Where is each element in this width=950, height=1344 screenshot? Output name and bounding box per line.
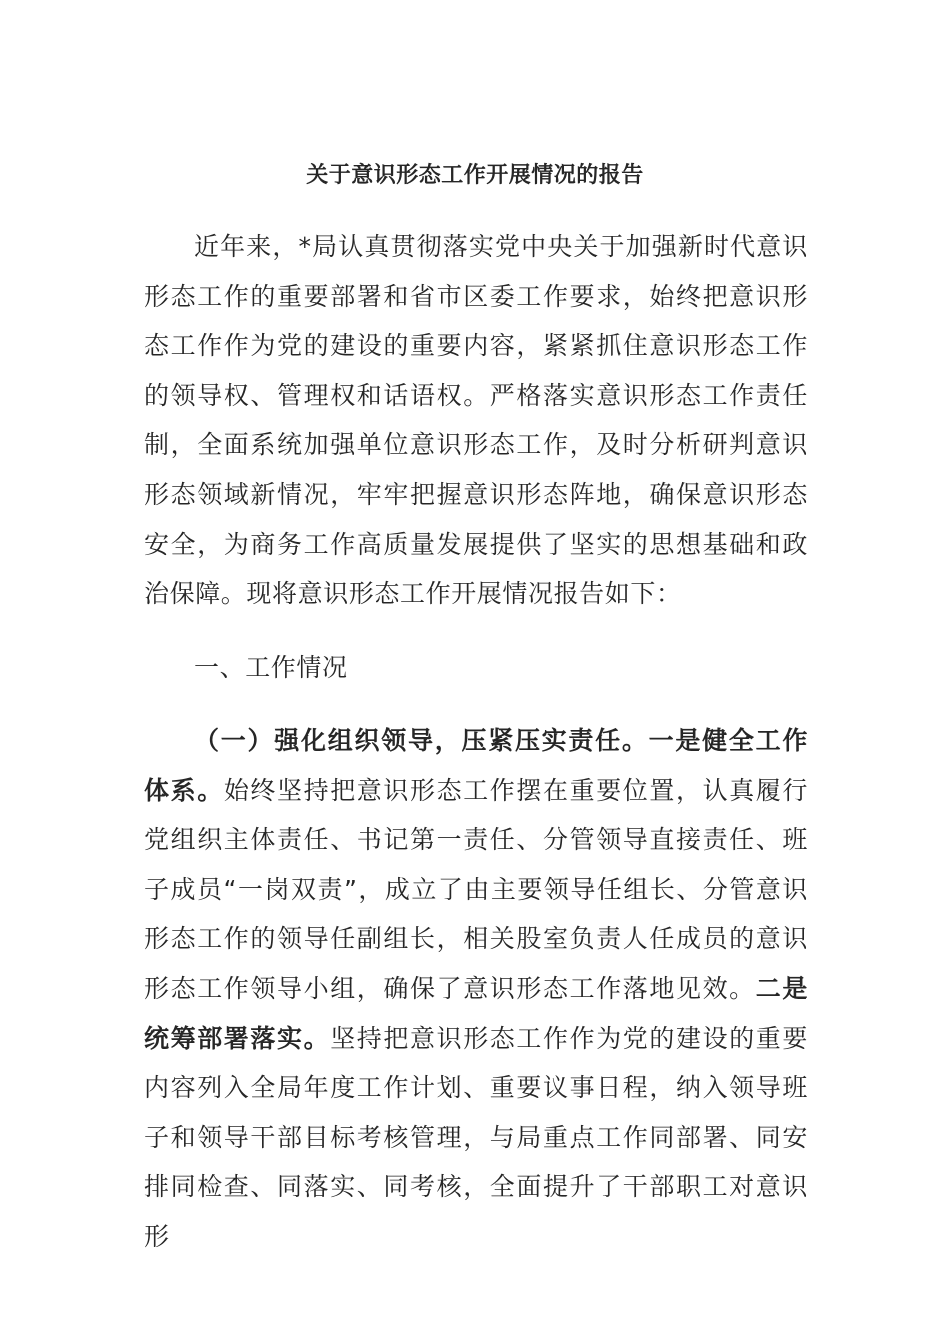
- point-1-text: 始终坚持把意识形态工作摆在重要位置，认真履行党组织主体责任、书记第一责任、分管领导直接责任、班子成员“一岗双责”，成立了由主要领导任组长、分管意识形态工作的领导任副组长，相关股室负责人任成员的意识形态工作领导小组，确保了意识形态工作落地见效。: [144, 775, 809, 1003]
- point-2-text: 坚持把意识形态工作作为党的建设的重要内容列入全局年度工作计划、重要议事日程，纳入领导班子和领导干部目标考核管理，与局重点工作同部署、同安排同检查、同落实、同考核，全面提升了干部职工对意识形: [144, 1023, 808, 1251]
- section-heading: 一、工作情况: [194, 653, 348, 682]
- document-title: 关于意识形态工作开展情况的报告: [306, 163, 644, 188]
- point-1-title: 一是健全工作体系。: [144, 726, 808, 805]
- subsection-lead: （一）强化组织领导，压紧压实责任。: [194, 726, 649, 755]
- section-paragraph: [144, 716, 808, 1262]
- intro-paragraph: 近年来，*局认真贯彻落实党中央关于加强新时代意识形态工作的重要部署和省市区委工作要求，始终把意识形态工作作为党的建设的重要内容，紧紧抓住意识形态工作的领导权、管理权和话语权。严格落实意识形态工作责任制，全面系统加强单位意识形态工作，及时分析研判意识形态领域新情况，牢牢把握意识形态阵地，确保意识形态安全，为商务工作高质量发展提供了坚实的思想基础和政治保障。现将意识形态工作开展情况报告如下：: [144, 232, 808, 609]
- point-2-title: 二是统筹部署落实。: [144, 973, 808, 1053]
